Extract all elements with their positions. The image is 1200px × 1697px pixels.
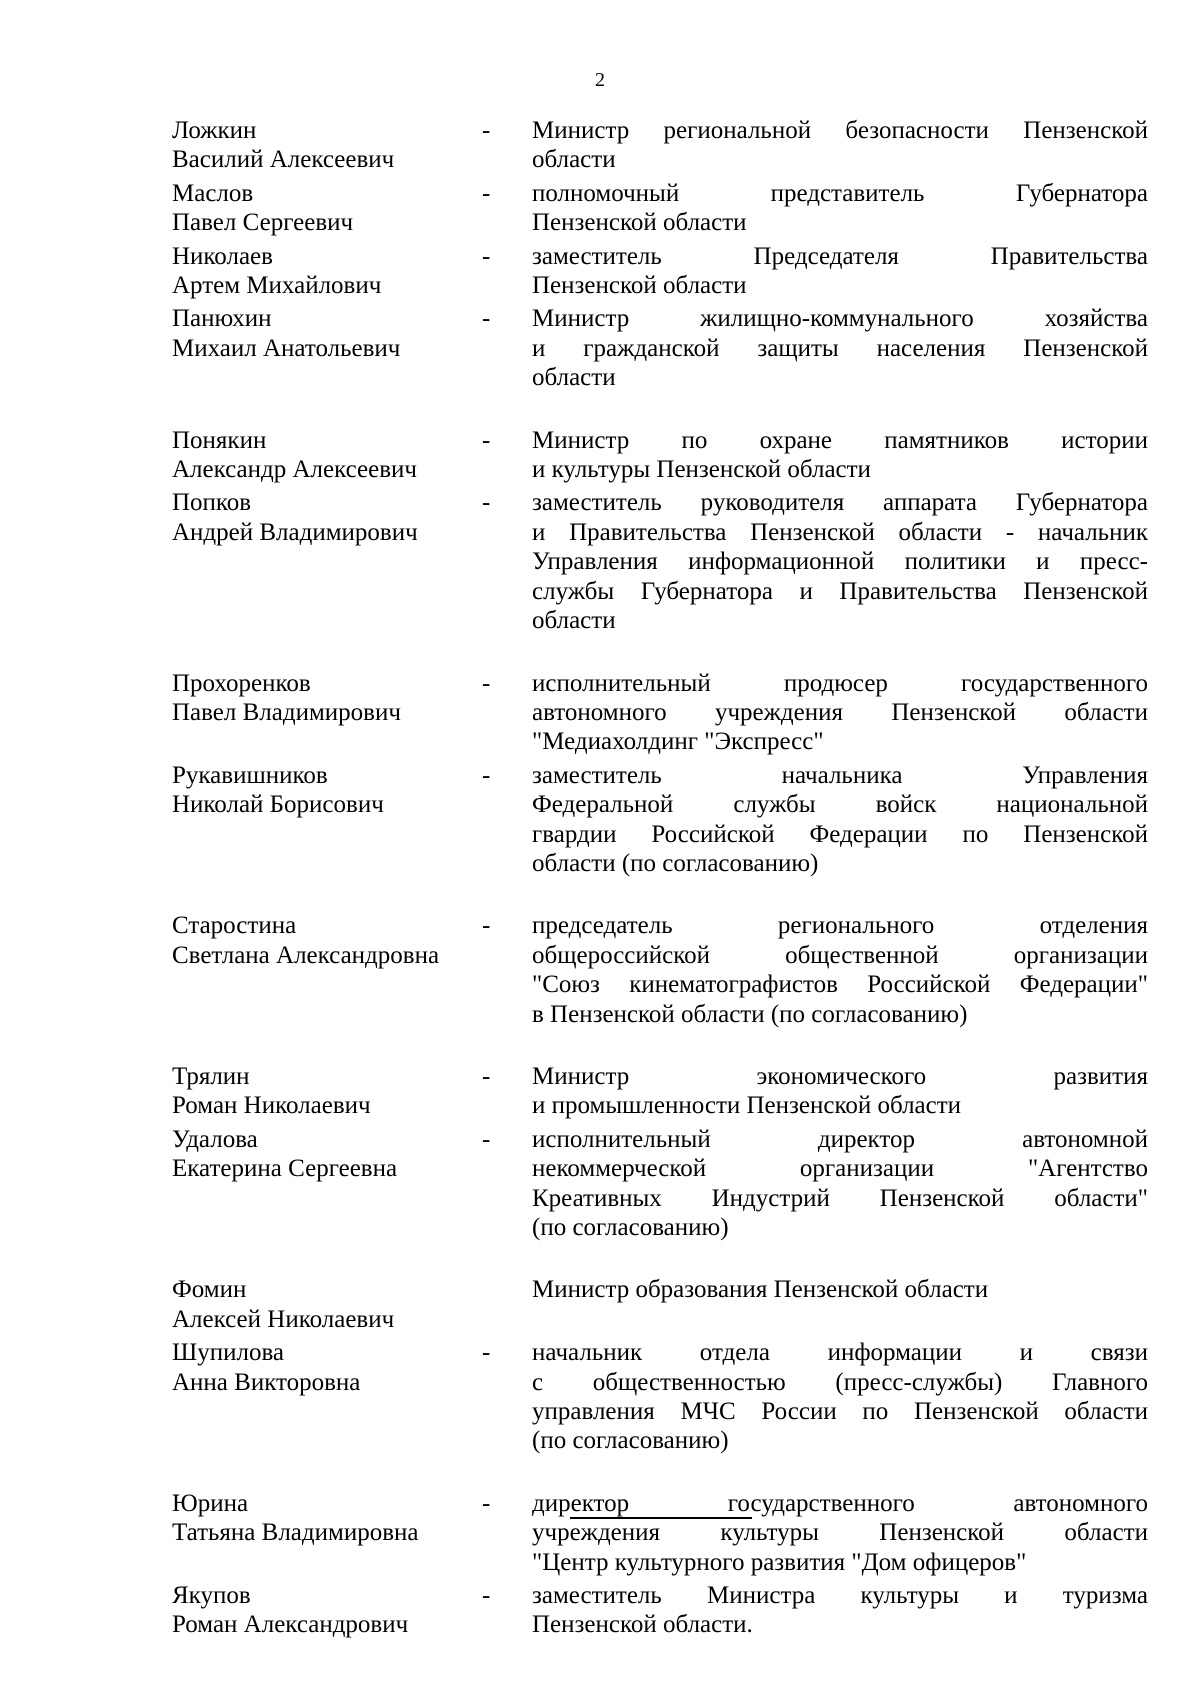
member-name [172, 116, 482, 175]
member-surname: Якупов [172, 1582, 251, 1610]
member-given-names: Татьяна Владимировна [172, 1519, 419, 1547]
member-position [532, 1125, 1148, 1243]
position-line: начальник отдела информации и связи [532, 1339, 1148, 1367]
member-row [172, 1338, 1148, 1456]
position-line: Пензенской области [532, 272, 747, 300]
member-name [172, 426, 482, 485]
member-name [172, 761, 482, 820]
member-position [532, 179, 1148, 238]
member-position [532, 304, 1148, 392]
position-line: службы Губернатора и Правительства Пензенской [532, 577, 1148, 605]
member-dash: - [482, 912, 491, 940]
member-surname: Фомин [172, 1276, 247, 1304]
member-row [172, 116, 1148, 175]
member-row [172, 911, 1148, 1029]
member-name [172, 1062, 482, 1121]
position-line: (по согласованию) [532, 1427, 729, 1455]
member-position [532, 426, 1148, 485]
position-line: с общественностью (пресс-службы) Главного [532, 1368, 1148, 1396]
member-name [172, 1489, 482, 1548]
position-line: Пензенской области [532, 209, 747, 237]
member-name [172, 1581, 482, 1640]
member-row [172, 426, 1148, 485]
position-line: Министр региональной безопасности Пензенской [532, 117, 1148, 144]
position-line: заместитель Председателя Правительства [532, 242, 1148, 270]
member-given-names: Алексей Николаевич [172, 1305, 395, 1333]
position-line: Креативных Индустрий Пензенской области" [532, 1184, 1148, 1212]
position-line: заместитель Министра культуры и туризма [532, 1582, 1148, 1610]
member-given-names: Екатерина Сергеевна [172, 1155, 398, 1183]
member-row [172, 242, 1148, 301]
member-dash: - [482, 117, 491, 144]
member-name [172, 242, 482, 301]
member-surname: Понякин [172, 426, 267, 454]
position-line: "Медиахолдинг "Экспресс" [532, 728, 824, 756]
member-position [532, 911, 1148, 1029]
member-name [172, 1125, 482, 1184]
position-line: учреждения культуры Пензенской области [532, 1519, 1148, 1547]
position-line: области [532, 146, 616, 174]
member-surname: Николаев [172, 242, 273, 270]
member-row [172, 488, 1148, 635]
member-row [172, 1581, 1148, 1640]
member-given-names: Роман Александрович [172, 1611, 409, 1639]
position-line: "Центр культурного развития "Дом офицеров" [532, 1548, 1027, 1576]
member-surname: Прохоренков [172, 669, 311, 697]
member-name [172, 1275, 482, 1334]
member-position [532, 116, 1148, 175]
page-number: 2 [595, 69, 605, 91]
member-dash: - [482, 1582, 491, 1610]
member-position [532, 488, 1148, 635]
position-line: Министр экономического развития [532, 1062, 1148, 1090]
member-given-names: Павел Сергеевич [172, 209, 354, 237]
position-line: заместитель руководителя аппарата Губернатора [532, 489, 1148, 517]
member-row [172, 179, 1148, 238]
position-line: некоммерческой организации "Агентство [532, 1155, 1148, 1183]
member-dash: - [482, 1125, 491, 1153]
member-given-names: Светлана Александровна [172, 941, 440, 969]
member-dash: - [482, 1062, 491, 1090]
member-dash: - [482, 1489, 491, 1517]
member-dash: - [482, 426, 491, 454]
member-row [172, 1489, 1148, 1577]
position-line: области [532, 364, 616, 392]
position-line: Пензенской области. [532, 1611, 753, 1639]
position-line: Министр образования Пензенской области [532, 1276, 989, 1304]
member-surname: Панюхин [172, 305, 272, 333]
position-line: и культуры Пензенской области [532, 456, 871, 484]
position-line: "Союз кинематографистов Российской Федерации" [532, 971, 1148, 999]
member-row [172, 1125, 1148, 1243]
position-line: (по согласованию) [532, 1214, 729, 1241]
position-line: в Пензенской области (по согласованию) [532, 1000, 968, 1028]
member-given-names: Артем Михайлович [172, 272, 382, 300]
member-surname: Юрина [172, 1489, 249, 1517]
member-row [172, 304, 1148, 392]
member-given-names: Роман Николаевич [172, 1092, 371, 1120]
member-list [172, 116, 1148, 1644]
member-surname: Попков [172, 489, 252, 517]
member-given-names: Василий Алексеевич [172, 146, 395, 174]
position-line: области (по согласованию) [532, 849, 819, 877]
member-name [172, 1338, 482, 1397]
member-given-names: Александр Алексеевич [172, 456, 417, 484]
position-line: и промышленности Пензенской области [532, 1092, 962, 1120]
member-name [172, 179, 482, 238]
member-position [532, 669, 1148, 757]
member-dash: - [482, 179, 491, 207]
position-line: Управления информационной политики и пресс- [532, 548, 1148, 576]
member-name [172, 669, 482, 728]
member-row [172, 1062, 1148, 1121]
position-line: гвардии Российской Федерации по Пензенской [532, 820, 1148, 848]
member-given-names: Михаил Анатольевич [172, 334, 401, 362]
position-line: директор государственного автономного [532, 1489, 1148, 1517]
member-given-names: Павел Владимирович [172, 698, 401, 726]
member-surname: Маслов [172, 179, 254, 207]
member-position [532, 242, 1148, 301]
position-line: председатель регионального отделения [532, 912, 1148, 940]
member-position [532, 1275, 1148, 1304]
position-line: полномочный представитель Губернатора [532, 179, 1148, 207]
member-name [172, 488, 482, 547]
member-given-names: Николай Борисович [172, 791, 384, 819]
position-line: исполнительный директор автономной [532, 1125, 1148, 1153]
member-surname: Старостина [172, 912, 297, 940]
position-line: и Правительства Пензенской области - начальник [532, 518, 1148, 546]
member-surname: Рукавишников [172, 761, 328, 789]
position-line: области [532, 607, 616, 635]
member-surname: Шупилова [172, 1339, 285, 1367]
member-row [172, 761, 1148, 879]
member-name [172, 911, 482, 970]
member-position [532, 1338, 1148, 1456]
member-dash: - [482, 242, 491, 270]
position-line: автономного учреждения Пензенской области [532, 698, 1148, 726]
position-line: Федеральной службы войск национальной [532, 791, 1148, 819]
member-surname: Удалова [172, 1125, 258, 1153]
member-dash: - [482, 761, 491, 789]
position-line: заместитель начальника Управления [532, 761, 1148, 789]
member-dash: - [482, 489, 491, 517]
member-row [172, 669, 1148, 757]
member-position [532, 1581, 1148, 1640]
position-line: Министр по охране памятников истории [532, 426, 1148, 454]
position-line: общероссийской общественной организации [532, 941, 1148, 969]
position-line: исполнительный продюсер государственного [532, 669, 1148, 697]
position-line: Министр жилищно-коммунального хозяйства [532, 305, 1148, 333]
position-line: управления МЧС России по Пензенской области [532, 1398, 1148, 1426]
member-name [172, 304, 482, 363]
member-dash: - [482, 1339, 491, 1367]
member-row [172, 1275, 1148, 1334]
member-dash: - [482, 305, 491, 333]
member-given-names: Андрей Владимирович [172, 518, 418, 546]
member-position [532, 1062, 1148, 1121]
member-dash: - [482, 669, 491, 697]
closing-rule [570, 1517, 752, 1519]
member-given-names: Анна Викторовна [172, 1368, 361, 1396]
position-line: и гражданской защиты населения Пензенской [532, 334, 1148, 362]
member-surname: Ложкин [172, 117, 257, 144]
member-position [532, 1489, 1148, 1577]
member-surname: Трялин [172, 1062, 250, 1090]
member-position [532, 761, 1148, 879]
